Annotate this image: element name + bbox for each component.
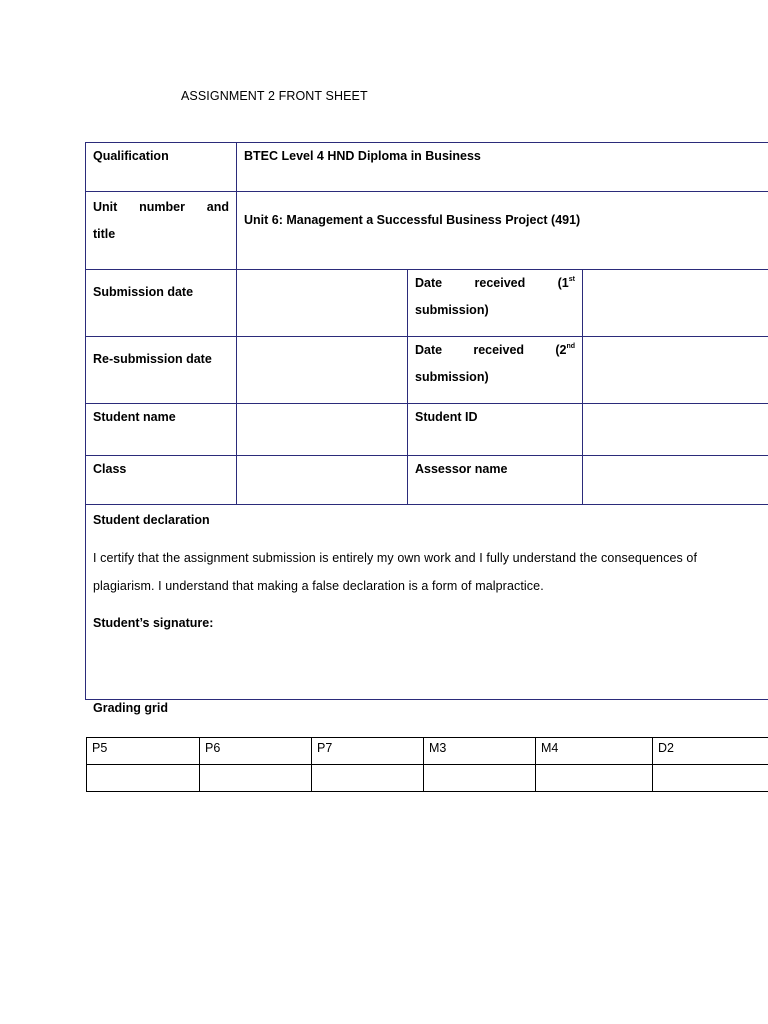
resubmission-date-value[interactable] xyxy=(237,337,408,404)
unit-label xyxy=(86,192,237,270)
date-received-2-value[interactable] xyxy=(583,337,768,404)
date-received-1-line-1: Date received (1st xyxy=(415,276,575,290)
grade-cell-d2[interactable] xyxy=(653,765,768,792)
class-label: Class xyxy=(86,456,237,505)
student-row xyxy=(86,404,768,456)
grade-header-m4: M4 xyxy=(536,738,653,765)
student-id-value[interactable] xyxy=(583,404,768,456)
grade-cell-p7[interactable] xyxy=(312,765,424,792)
assessor-name-value[interactable] xyxy=(583,456,768,505)
resubmission-row xyxy=(86,337,768,404)
grade-cell-p6[interactable] xyxy=(200,765,312,792)
grade-header-p5: P5 xyxy=(87,738,200,765)
assessor-name-label: Assessor name xyxy=(408,456,583,505)
submission-row xyxy=(86,270,768,337)
date-received-2-label xyxy=(408,337,583,404)
resubmission-date-label: Re-submission date xyxy=(86,337,237,404)
front-sheet-table xyxy=(85,142,768,700)
grade-cell-m4[interactable] xyxy=(536,765,653,792)
unit-label-line-1: Unit number and xyxy=(93,200,229,214)
date-received-1-line-2: submission) xyxy=(415,303,489,317)
qualification-row xyxy=(86,143,768,192)
class-value[interactable] xyxy=(237,456,408,505)
grade-cell-m3[interactable] xyxy=(424,765,536,792)
student-name-label: Student name xyxy=(86,404,237,456)
declaration-cell xyxy=(86,505,768,700)
qualification-value: BTEC Level 4 HND Diploma in Business xyxy=(237,143,768,192)
qualification-label: Qualification xyxy=(86,143,237,192)
grade-header-m3: M3 xyxy=(424,738,536,765)
date-received-1-value[interactable] xyxy=(583,270,768,337)
class-row xyxy=(86,456,768,505)
signature-label: Student’s signature: xyxy=(93,616,214,630)
grade-header-p7: P7 xyxy=(312,738,424,765)
grading-value-row xyxy=(87,765,768,792)
grade-header-d2: D2 xyxy=(653,738,768,765)
declaration-heading: Student declaration xyxy=(93,513,210,527)
grading-header-row xyxy=(87,738,768,765)
date-received-2-line-2: submission) xyxy=(415,370,489,384)
date-received-2-line-1: Date received (2nd xyxy=(415,343,575,357)
unit-label-line-2: title xyxy=(93,227,116,241)
submission-date-label: Submission date xyxy=(86,270,237,337)
unit-value: Unit 6: Management a Successful Business Project (491) xyxy=(237,192,768,270)
student-name-value[interactable] xyxy=(237,404,408,456)
page-title: ASSIGNMENT 2 FRONT SHEET xyxy=(181,89,368,103)
date-received-1-label xyxy=(408,270,583,337)
grade-header-p6: P6 xyxy=(200,738,312,765)
grading-grid-table xyxy=(86,737,768,792)
declaration-row xyxy=(86,505,768,700)
grading-grid-title: Grading grid xyxy=(93,701,168,715)
submission-date-value[interactable] xyxy=(237,270,408,337)
student-id-label: Student ID xyxy=(408,404,583,456)
grade-cell-p5[interactable] xyxy=(87,765,200,792)
declaration-text: I certify that the assignment submission is entirely my own work and I fully understand the consequences of plagiarism. I understand that making a false declaration is a form of malpractice. xyxy=(93,551,698,593)
unit-row xyxy=(86,192,768,270)
